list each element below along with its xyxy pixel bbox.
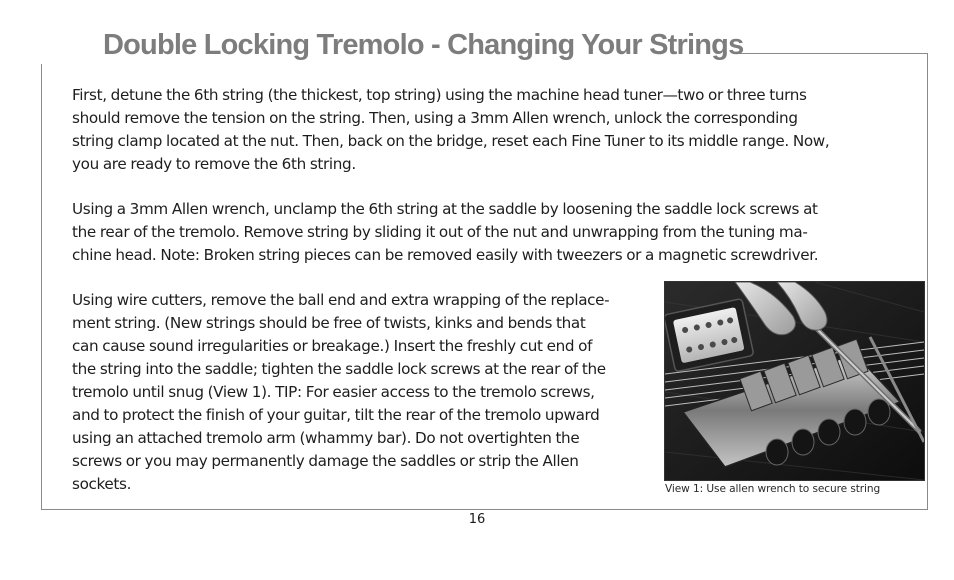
- page-number: 16: [468, 512, 486, 527]
- frame-top-rule: [733, 53, 928, 54]
- text-line: the rear of the tremolo. Remove string by sliding it out of the nut and unwrapping from the tuning ma-: [72, 223, 808, 241]
- text-line: string clamp located at the nut. Then, back on the bridge, reset each Fine Tuner to its middle range. Now,: [72, 132, 830, 150]
- text-line: chine head. Note: Broken string pieces can be removed easily with tweezers or a magnetic screwdriver.: [72, 246, 819, 264]
- text-line: the string into the saddle; tighten the saddle lock screws at the rear of the: [72, 360, 606, 378]
- text-line: you are ready to remove the 6th string.: [72, 155, 356, 173]
- text-line: Using a 3mm Allen wrench, unclamp the 6th string at the saddle by loosening the saddle lock screws at: [72, 200, 818, 218]
- frame-bottom-rule: [41, 509, 928, 510]
- text-line: should remove the tension on the string. Then, using a 3mm Allen wrench, unlock the corresponding: [72, 109, 798, 127]
- text-line: and to protect the finish of your guitar, tilt the rear of the tremolo upward: [72, 406, 600, 424]
- paragraph-insert-string: [72, 289, 609, 496]
- text-line: screws or you may permanently damage the saddles or strip the Allen: [72, 452, 579, 470]
- text-line: using an attached tremolo arm (whammy bar). Do not overtighten the: [72, 429, 580, 447]
- text-line: First, detune the 6th string (the thickest, top string) using the machine head tuner—two or three turns: [72, 86, 807, 104]
- text-line: tremolo until snug (View 1). TIP: For easier access to the tremolo screws,: [72, 383, 595, 401]
- paragraph-detune: [72, 84, 829, 176]
- paragraph-unclamp: [72, 198, 818, 267]
- text-line: Using wire cutters, remove the ball end and extra wrapping of the replace-: [72, 291, 610, 309]
- page-title: Double Locking Tremolo - Changing Your Strings: [103, 29, 744, 61]
- text-line: sockets.: [72, 475, 132, 493]
- photo-caption: View 1: Use allen wrench to secure string: [665, 483, 881, 495]
- frame-left-rule: [41, 64, 42, 510]
- text-line: ment string. (New strings should be free of twists, kinks and bends that: [72, 314, 586, 332]
- tremolo-photo: [664, 281, 925, 481]
- text-line: can cause sound irregularities or breakage.) Insert the freshly cut end of: [72, 337, 593, 355]
- tremolo-photo-illustration: [665, 282, 924, 480]
- frame-right-rule: [927, 53, 928, 510]
